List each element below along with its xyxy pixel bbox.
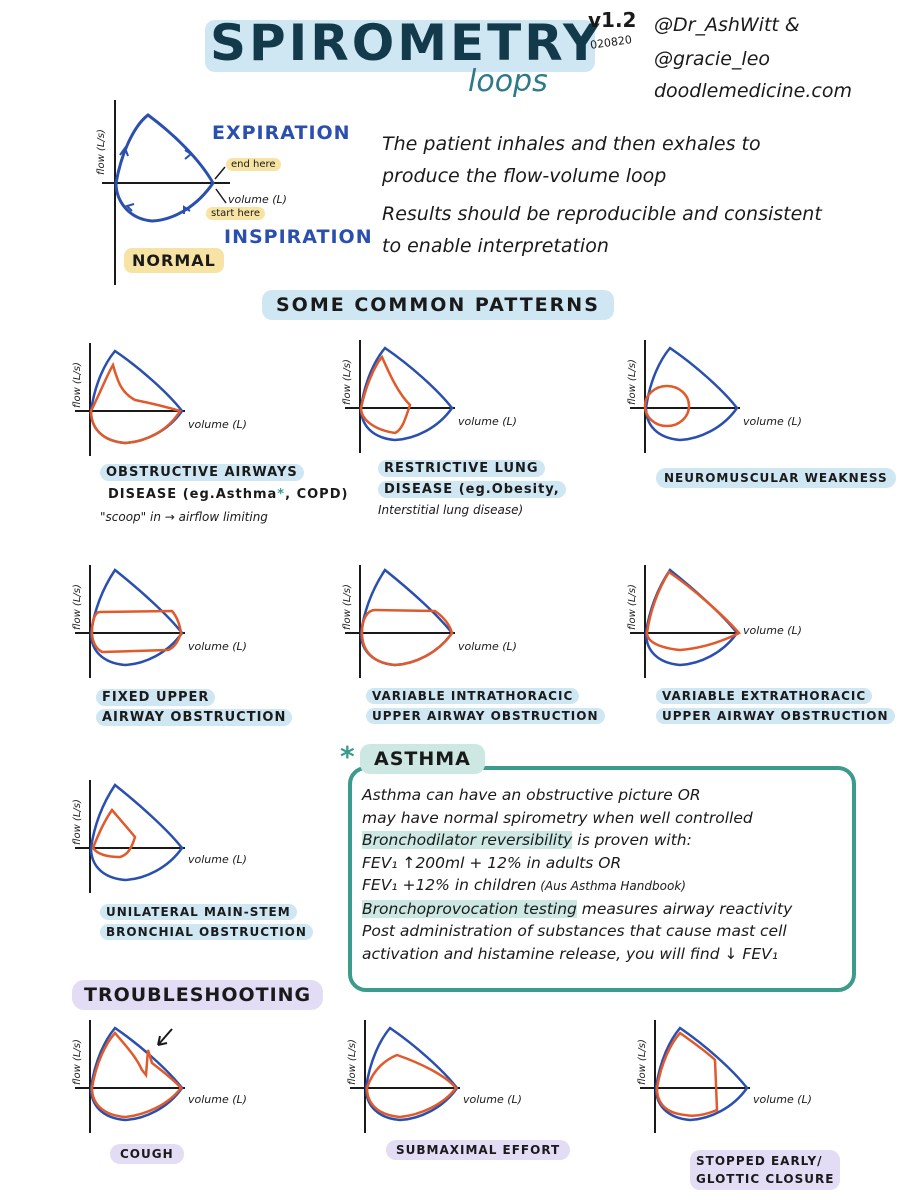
restrictive-line1: RESTRICTIVE LUNG xyxy=(378,460,545,477)
normal-y-axis-label: flow (L/s) xyxy=(96,129,107,175)
x-axis-label: volume (L) xyxy=(743,415,802,428)
asthma-star-ref: * xyxy=(277,487,286,502)
asthma-line-1: Asthma can have an obstructive picture OR xyxy=(362,786,701,804)
obstructive-loop xyxy=(91,365,180,443)
y-axis-label: flow (L/s) xyxy=(72,362,83,408)
asthma-line-4: FEV₁ ↑200ml + 12% in adults OR xyxy=(362,853,622,872)
normal-badge: NORMAL xyxy=(124,248,224,273)
intro-line-4: to enable interpretation xyxy=(382,235,609,257)
page-title: SPIROMETRY xyxy=(210,14,603,72)
bronchoprovocation-testing: Bronchoprovocation testing xyxy=(362,899,577,918)
normal-x-axis-label: volume (L) xyxy=(228,193,287,206)
version-label: v1.2 xyxy=(588,8,637,32)
obstructive-line1: OBSTRUCTIVE AIRWAYS xyxy=(100,464,304,481)
end-here-label: end here xyxy=(226,158,281,171)
normal-loop xyxy=(91,1028,182,1120)
neuromuscular-loop xyxy=(645,386,689,426)
stopped-early-line2: GLOTTIC CLOSURE xyxy=(696,1172,835,1186)
normal-loop xyxy=(91,785,182,880)
asthma-line-6 xyxy=(362,898,852,921)
patterns-heading: SOME COMMON PATTERNS xyxy=(262,290,614,320)
variable-extra-loop-diagram xyxy=(615,560,835,680)
variable-extra-caption xyxy=(656,686,895,726)
page-subtitle: loops xyxy=(468,64,548,99)
x-axis-label: volume (L) xyxy=(463,1093,522,1106)
neuromuscular-caption: NEUROMUSCULAR WEAKNESS xyxy=(656,468,896,488)
stopped-early-line1: STOPPED EARLY/ xyxy=(696,1154,823,1168)
y-axis-label: flow (L/s) xyxy=(627,359,638,405)
authors-line1: @Dr_AshWitt & xyxy=(654,14,800,36)
x-axis-label: volume (L) xyxy=(743,624,802,637)
inspiration-label: INSPIRATION xyxy=(224,226,373,248)
obstructive-loop-diagram xyxy=(60,338,280,458)
normal-loop xyxy=(366,1028,457,1120)
x-axis-label: volume (L) xyxy=(458,415,517,428)
asthma-line-7: Post administration of substances that cause mast cell xyxy=(362,922,787,940)
y-axis-label: flow (L/s) xyxy=(627,584,638,630)
troubleshooting-heading: TROUBLESHOOTING xyxy=(72,980,323,1010)
y-axis-label: flow (L/s) xyxy=(637,1039,648,1085)
obstructive-note: "scoop" in → airflow limiting xyxy=(100,510,268,524)
asthma-line-3b: is proven with: xyxy=(572,831,692,849)
submaximal-loop xyxy=(367,1055,456,1117)
asthma-line-5b: (Aus Asthma Handbook) xyxy=(536,879,686,893)
submaximal-loop-diagram xyxy=(335,1015,555,1135)
start-here-arrow xyxy=(216,189,226,203)
asthma-line-6b: measures airway reactivity xyxy=(576,899,793,918)
asthma-line-8: activation and histamine release, you will find ↓ FEV₁ xyxy=(362,944,778,963)
stopped-early-caption xyxy=(690,1150,840,1190)
start-here-label: start here xyxy=(206,207,265,220)
obstructive-line2b: , COPD) xyxy=(285,487,349,502)
asthma-line-2: may have normal spirometry when well controlled xyxy=(362,808,753,827)
normal-loop xyxy=(656,1028,747,1120)
y-axis-label: flow (L/s) xyxy=(347,1039,358,1085)
asthma-line-3 xyxy=(362,829,852,852)
submaximal-caption: SUBMAXIMAL EFFORT xyxy=(386,1140,570,1160)
cough-caption: COUGH xyxy=(110,1144,184,1164)
asthma-title: ASTHMA xyxy=(360,744,485,774)
x-axis-label: volume (L) xyxy=(458,640,517,653)
y-axis-label: flow (L/s) xyxy=(342,584,353,630)
y-axis-label: flow (L/s) xyxy=(72,799,83,845)
obstructive-line2: DISEASE (eg.Asthma xyxy=(108,487,278,502)
y-axis-label: flow (L/s) xyxy=(72,1039,83,1085)
restrictive-line3: Interstitial lung disease) xyxy=(378,503,524,517)
intro-line-2: produce the flow-volume loop xyxy=(382,165,667,187)
asthma-star: * xyxy=(340,740,355,773)
intro-line-1: The patient inhales and then exhales to xyxy=(382,133,761,155)
fixed-upper-line1: FIXED UPPER xyxy=(96,689,215,706)
variable-intra-caption xyxy=(366,686,605,726)
cough-loop-diagram xyxy=(60,1015,280,1135)
stopped-early-loop-diagram xyxy=(625,1015,845,1135)
asthma-line-5 xyxy=(362,874,852,898)
obstructive-caption xyxy=(100,462,348,528)
intro-line-3: Results should be reproducible and consistent xyxy=(382,203,822,225)
x-axis-label: volume (L) xyxy=(188,853,247,866)
expiration-label: EXPIRATION xyxy=(212,122,351,144)
intro-text xyxy=(382,128,822,262)
fixed-upper-line2: AIRWAY OBSTRUCTION xyxy=(96,709,292,726)
x-axis-label: volume (L) xyxy=(188,640,247,653)
unilateral-caption xyxy=(100,902,313,942)
fixed-upper-caption xyxy=(96,688,292,728)
normal-loop xyxy=(91,351,182,443)
x-axis-label: volume (L) xyxy=(188,1093,247,1106)
authors-line2: @gracie_leo xyxy=(654,48,771,70)
unilateral-line2: BRONCHIAL OBSTRUCTION xyxy=(100,924,313,940)
asthma-line-5a: FEV₁ +12% in children xyxy=(362,876,537,894)
restrictive-loop-diagram xyxy=(330,335,550,455)
date-label: 020820 xyxy=(589,33,633,52)
end-here-arrow xyxy=(215,167,225,179)
y-axis-label: flow (L/s) xyxy=(342,359,353,405)
restrictive-line2: DISEASE (eg.Obesity, xyxy=(378,481,566,498)
restrictive-caption xyxy=(378,458,566,521)
variable-intra-loop-diagram xyxy=(330,560,550,680)
variable-intra-line1: VARIABLE INTRATHORACIC xyxy=(366,688,579,704)
variable-extra-line2: UPPER AIRWAY OBSTRUCTION xyxy=(656,708,895,724)
variable-intra-line2: UPPER AIRWAY OBSTRUCTION xyxy=(366,708,605,724)
stopped-early-loop xyxy=(657,1033,717,1116)
x-axis-label: volume (L) xyxy=(753,1093,812,1106)
asthma-text xyxy=(362,784,852,965)
unilateral-loop-diagram xyxy=(60,775,280,895)
bronchodilator-reversibility: Bronchodilator reversibility xyxy=(362,831,573,849)
x-axis-label: volume (L) xyxy=(188,418,247,431)
fixed-upper-loop-diagram xyxy=(60,560,280,680)
normal-loop xyxy=(361,570,452,665)
unilateral-line1: UNILATERAL MAIN-STEM xyxy=(100,904,297,920)
variable-extra-line1: VARIABLE EXTRATHORACIC xyxy=(656,688,872,704)
restrictive-loop xyxy=(361,357,410,433)
y-axis-label: flow (L/s) xyxy=(72,584,83,630)
cough-arrow xyxy=(158,1029,172,1045)
website-label: doodlemedicine.com xyxy=(654,80,852,102)
neuromuscular-loop-diagram xyxy=(615,335,835,455)
